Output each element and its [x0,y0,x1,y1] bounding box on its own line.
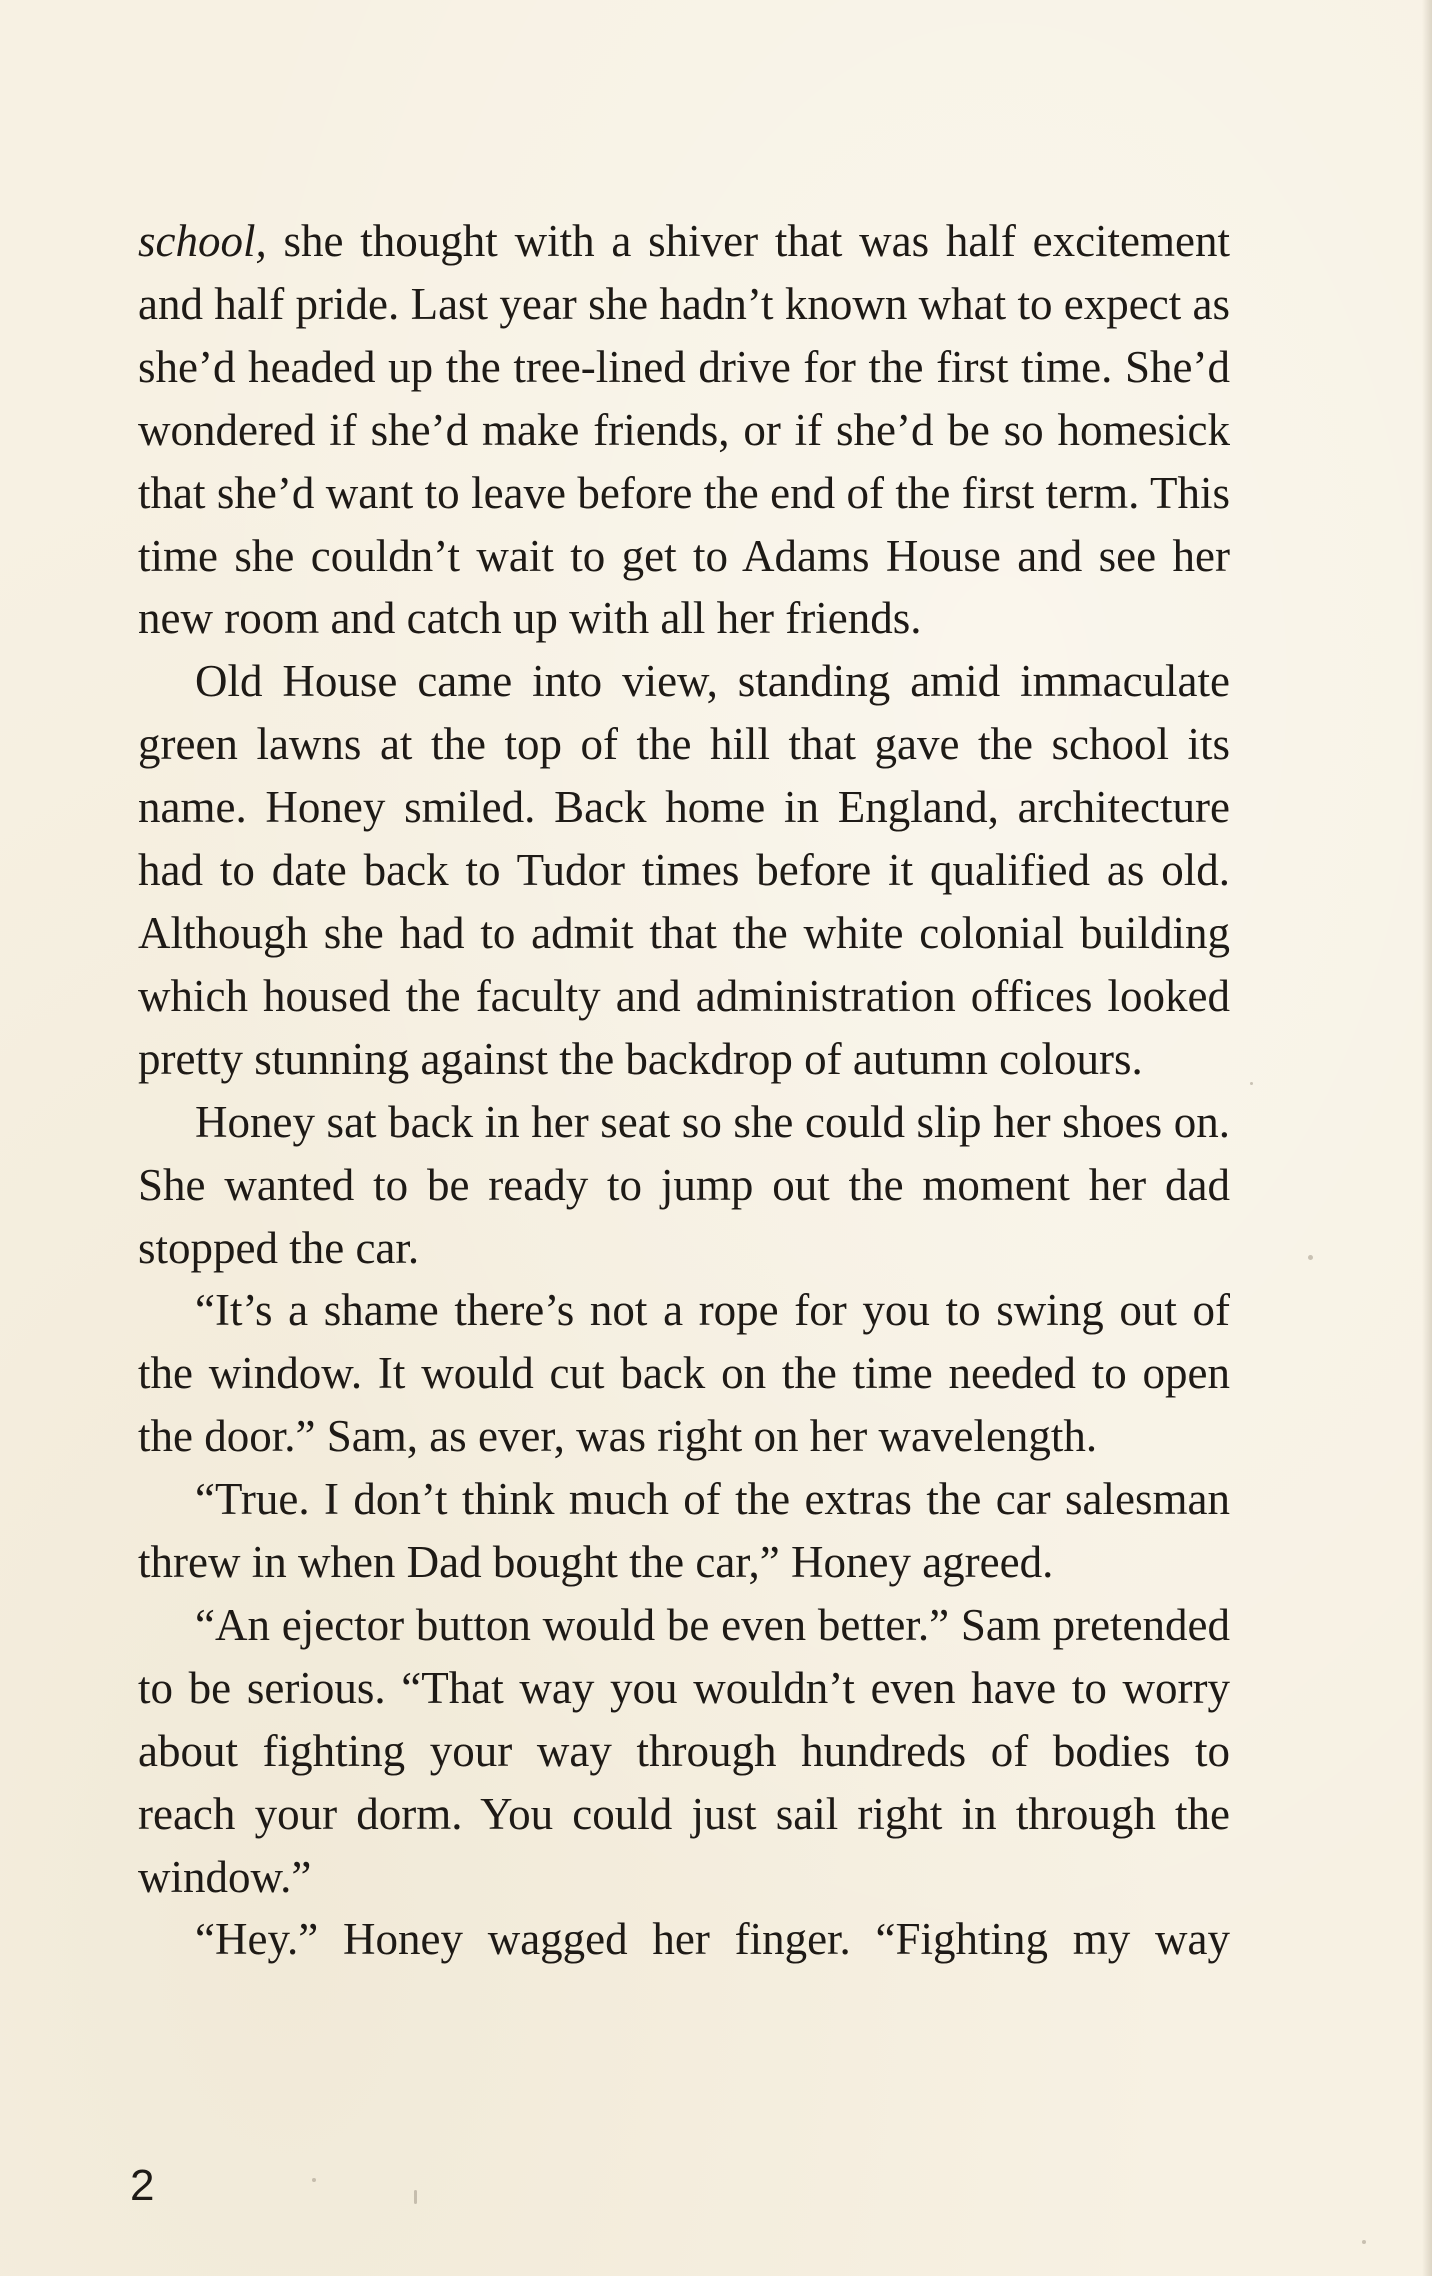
paragraph-3: Honey sat back in her seat so she could slip her shoes on. She wanted to be ready to jump out the moment her dad stopped the car. [138,1096,1230,1273]
paper-speck [1362,2240,1366,2244]
paragraph-1 [138,210,1230,650]
page-number: 2 [130,2161,155,2210]
body-text [138,210,1230,1971]
paragraph-7: “Hey.” Honey wagged her finger. “Fighting my way [195,1914,1230,1965]
paper-speck [414,2190,417,2204]
page-edge-shadow [1422,0,1432,2276]
italic-lead-word: school, [138,216,267,266]
paragraph-2: Old House came into view, standing amid immaculate green lawns at the top of the hill that gave the school its name. Honey smiled. Back home in England, architecture had to date back to Tudor times before it qualified as old. Although she had to admit that the white colonial building which housed the faculty and administration offices looked pretty stunning against the backdrop of autumn colours. [138,656,1230,1084]
paper-speck [1250,1082,1253,1085]
paper-speck [312,2178,316,2182]
paragraph-1-text: she thought with a shiver that was half excitement and half pride. Last year she hadn’t known what to expect as she’d headed up the tree-lined drive for the first time. She’d wondered if she’d make friends, or if she’d be so homesick that she’d want to leave before the end of the first term. This time she couldn’t wait to get to Adams House and see her new room and catch up with all her friends. [138,216,1230,644]
paper-speck [1308,1255,1313,1260]
paragraph-5: “True. I don’t think much of the extras the car salesman threw in when Dad bought the car,” Honey agreed. [138,1474,1230,1588]
paragraph-4: “It’s a shame there’s not a rope for you to swing out of the window. It would cut back on the time needed to open the door.” Sam, as ever, was right on her wavelength. [138,1285,1230,1462]
paragraph-6: “An ejector button would be even better.” Sam pretended to be serious. “That way you wouldn’t even have to worry about fighting your way through hundreds of bodies to reach your dorm. You could just sail right in through the window.” [138,1599,1230,1902]
